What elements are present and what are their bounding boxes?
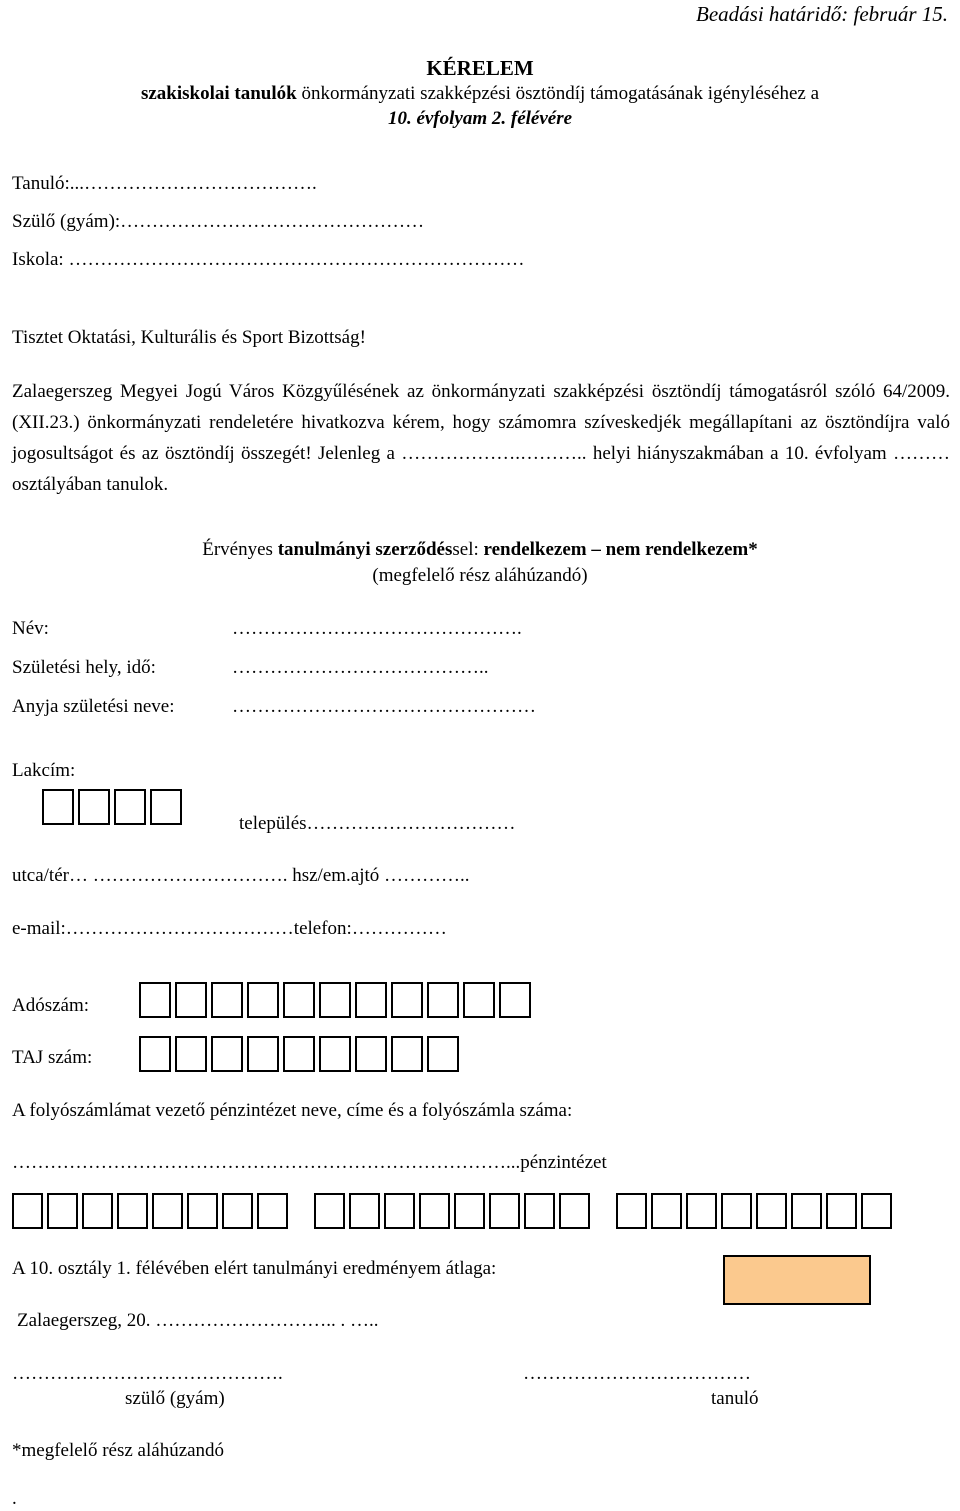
digit-box[interactable]	[524, 1193, 555, 1229]
digit-box[interactable]	[319, 1036, 351, 1072]
name-field[interactable]: ……………………………………….	[232, 618, 522, 639]
digit-box[interactable]	[791, 1193, 822, 1229]
digit-box[interactable]	[247, 982, 279, 1018]
request-paragraph: Zalaegerszeg Megyei Jogú Város Közgyűlésének az önkormányzati szakképzési ösztöndíj támogatásról szóló 64/2009. (XII.23.) önkormányzati rendeletére hivatkozva kérem, hogy számomra szíveskedjék megállapítani az ösztöndíjra való jogosultságot és az ösztöndíj összegét! Jelenleg a ……………….……….. helyi hiányszakmában a 10. évfolyam ……… osztályában tanulok.	[12, 381, 950, 495]
digit-box[interactable]	[454, 1193, 485, 1229]
tax-number-boxes[interactable]	[139, 982, 535, 1018]
bank-account-boxes[interactable]	[12, 1193, 896, 1229]
address-label: Lakcím:	[12, 760, 76, 781]
digit-box[interactable]	[721, 1193, 752, 1229]
footnote: *megfelelő rész aláhúzandó	[12, 1440, 225, 1461]
parent-signature-label: szülő (gyám)	[125, 1388, 225, 1409]
parent-signature-line[interactable]: …………………………………….	[12, 1363, 283, 1384]
deadline: Beadási határidő: február 15.	[696, 2, 948, 26]
average-label: A 10. osztály 1. félévében elért tanulmányi eredményem átlaga:	[12, 1258, 497, 1279]
form-period: 10. évfolyam 2. félévére	[387, 107, 573, 129]
digit-box[interactable]	[319, 982, 351, 1018]
digit-box[interactable]	[355, 1036, 387, 1072]
student-field[interactable]: Tanuló:...……………………………….	[12, 173, 317, 194]
digit-box[interactable]	[175, 1036, 207, 1072]
birth-field[interactable]: …………………………………..	[232, 657, 489, 678]
school-field[interactable]: Iskola: ………………………………………………………………	[12, 249, 525, 270]
bank-name-field[interactable]: ……………………………………………………………………...pénzintézet	[12, 1152, 607, 1173]
digit-box[interactable]	[489, 1193, 520, 1229]
digit-box[interactable]	[257, 1193, 288, 1229]
digit-box[interactable]	[139, 982, 171, 1018]
form-title: KÉRELEM	[426, 56, 534, 80]
contact-field[interactable]: e-mail:………………………………telefon:……………	[12, 918, 447, 939]
digit-box[interactable]	[283, 982, 315, 1018]
digit-box[interactable]	[391, 982, 423, 1018]
form-subtitle: szakiskolai tanulók önkormányzati szakképzési ösztöndíj támogatásának igényléséhez a	[140, 83, 820, 105]
name-label: Név:	[12, 618, 49, 639]
digit-box[interactable]	[82, 1193, 113, 1229]
digit-box[interactable]	[114, 789, 146, 825]
digit-box[interactable]	[211, 1036, 243, 1072]
birth-label: Születési hely, idő:	[12, 657, 156, 678]
digit-box[interactable]	[499, 982, 531, 1018]
digit-box[interactable]	[283, 1036, 315, 1072]
taj-label: TAJ szám:	[12, 1047, 93, 1068]
average-input-box[interactable]	[723, 1255, 871, 1305]
digit-box[interactable]	[463, 982, 495, 1018]
digit-box[interactable]	[150, 789, 182, 825]
digit-box[interactable]	[861, 1193, 892, 1229]
digit-box[interactable]	[222, 1193, 253, 1229]
tax-label: Adószám:	[12, 995, 90, 1016]
digit-box[interactable]	[355, 982, 387, 1018]
contract-line: Érvényes tanulmányi szerződéssel: rendelkezem – nem rendelkezem*	[202, 539, 758, 560]
digit-box[interactable]	[187, 1193, 218, 1229]
digit-box[interactable]	[826, 1193, 857, 1229]
mother-field[interactable]: …………………………………………	[232, 696, 536, 717]
digit-box[interactable]	[152, 1193, 183, 1229]
digit-box[interactable]	[47, 1193, 78, 1229]
digit-box[interactable]	[559, 1193, 590, 1229]
postal-code-boxes[interactable]	[42, 789, 186, 825]
digit-box[interactable]	[211, 982, 243, 1018]
greeting: Tisztet Oktatási, Kulturális és Sport Bizottság!	[12, 327, 366, 348]
digit-box[interactable]	[314, 1193, 345, 1229]
mother-label: Anyja születési neve:	[12, 696, 175, 717]
digit-box[interactable]	[419, 1193, 450, 1229]
group-separator	[292, 1193, 314, 1229]
settlement-field[interactable]: település……………………………	[239, 813, 516, 834]
student-signature-label: tanuló	[711, 1388, 759, 1409]
digit-box[interactable]	[117, 1193, 148, 1229]
digit-box[interactable]	[78, 789, 110, 825]
digit-box[interactable]	[384, 1193, 415, 1229]
digit-box[interactable]	[686, 1193, 717, 1229]
group-separator	[594, 1193, 616, 1229]
taj-number-boxes[interactable]	[139, 1036, 463, 1072]
digit-box[interactable]	[391, 1036, 423, 1072]
digit-box[interactable]	[42, 789, 74, 825]
digit-box[interactable]	[427, 1036, 459, 1072]
street-field[interactable]: utca/tér… …………………………. hsz/em.ajtó …………..	[12, 865, 470, 886]
title-block	[0, 56, 960, 131]
digit-box[interactable]	[427, 982, 459, 1018]
parent-field[interactable]: Szülő (gyám):…………………………………………	[12, 211, 425, 232]
bank-label: A folyószámlámat vezető pénzintézet neve, címe és a folyószámla száma:	[12, 1100, 573, 1121]
digit-box[interactable]	[349, 1193, 380, 1229]
digit-box[interactable]	[651, 1193, 682, 1229]
student-signature-line[interactable]: ………………………………	[523, 1363, 751, 1384]
digit-box[interactable]	[616, 1193, 647, 1229]
digit-box[interactable]	[139, 1036, 171, 1072]
end-mark: .	[12, 1488, 17, 1509]
digit-box[interactable]	[247, 1036, 279, 1072]
place-date-field[interactable]: Zalaegerszeg, 20. ……………………….. . …..	[17, 1310, 379, 1331]
digit-box[interactable]	[175, 982, 207, 1018]
digit-box[interactable]	[12, 1193, 43, 1229]
contract-note: (megfelelő rész aláhúzandó)	[372, 565, 588, 586]
digit-box[interactable]	[756, 1193, 787, 1229]
